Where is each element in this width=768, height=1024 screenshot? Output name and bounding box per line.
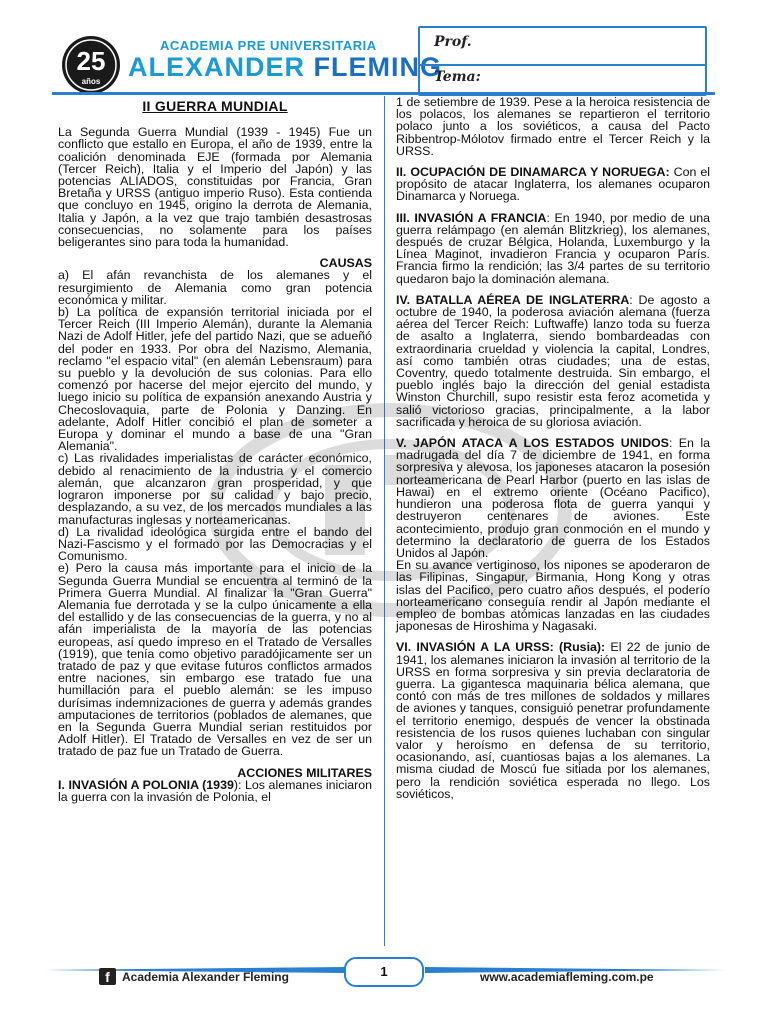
- page-title: II GUERRA MUNDIAL: [142, 98, 288, 114]
- inglaterra-paragraph: [396, 294, 710, 428]
- badge-number: 25: [76, 46, 106, 76]
- brand-part-1: ALEXANDER: [128, 52, 306, 82]
- invasion-polonia-paragraph: [58, 779, 372, 803]
- invasion-polonia-text: ): Los alemanes iniciaron la guerra con la invasión de Polonia, el: [58, 777, 372, 804]
- francia-text: : En 1940, por medio de una guerra relámpago (en alemán Blitzkrieg), los alemanes, después de cruzar Bélgica, Holanda, Luxemburgo y la Línea Maginot, invadieron Francia y ocuparon París. Francia firmo la rendición; las 3/4 partes de su territorio quedaron bajo la dominación alemana.: [396, 210, 711, 286]
- prof-label: Prof.: [434, 34, 472, 50]
- academy-subtitle: ACADEMIA PRE UNIVERSITARIA: [160, 38, 377, 53]
- prof-field: [418, 26, 707, 66]
- francia-paragraph: [396, 212, 710, 285]
- urss-heading: VI. INVASIÓN A LA URSS: (Rusia):: [396, 640, 606, 655]
- japon-heading: V. JAPÓN ATACA A LOS ESTADOS UNIDOS: [396, 436, 669, 451]
- urss-text: El 22 de junio de 1941, los alemanes iniciaron la invasión al territorio de la URSS en forma sorpresiva y sin previa declaratoria de guerra. La gigantesca maquinaria bélica alemana, que contó con más de tres millones de soldados y millares de aviones y tanques, consiguió penetrar profundamente el territorio enemigo, después de vencer la obstinada resistencia de los rusos quienes luchaban con singular valor y heroísmo en defensa de su territorio, ocasionando, así, cuantiosas bajas a los alemanes. La misma ciudad de Moscú fue sitiada por los alemanes, pero la rendición soviética esperada no llego. Los soviéticos,: [396, 640, 710, 801]
- urss-paragraph: [396, 641, 710, 800]
- acciones-heading: ACCIONES MILITARES: [237, 765, 372, 780]
- tema-label: Tema:: [434, 69, 481, 85]
- japon-paragraph-2: En su avance vertiginoso, los nipones se apoderaron de las Filipinas, Singapur, Birmania, Hong Kong y otras islas del Pacifico, pero cuatro años después, el poderío norteamericano conseguía rendir al Japón mediante el empleo de bombas atómicas lanzadas en las ciudades japonesas de Hiroshima y Nagasaki.: [396, 558, 710, 634]
- japon-paragraph: [396, 437, 710, 559]
- francia-heading: III. INVASIÓN A FRANCIA: [396, 210, 547, 225]
- left-column: [58, 100, 372, 803]
- causas-heading: CAUSAS: [319, 256, 372, 271]
- right-column: [396, 96, 710, 800]
- invasion-polonia-heading: I. INVASIÓN A POLONIA (1939: [58, 777, 234, 792]
- anniversary-badge-logo: [60, 34, 122, 96]
- brand-name: [128, 52, 442, 83]
- dinamarca-heading: II. OCUPACIÓN DE DINAMARCA Y NORUEGA:: [396, 165, 670, 180]
- badge-caption: años: [81, 77, 101, 86]
- japon-text: : En la madrugada del día 7 de diciembre de 1941, en forma sorpresiva y alevosa, los japoneses atacaron la posesión norteamericana de Pearl Harbor (puerto en las islas de Hawai) en el extremo oriente (Océano Pacifico), hundieron una poderosa flota de guerra yanqui y destruyeron centenares de aviones. Este acontecimiento, produjo gran conmoción en el mundo y determino la declaratorio de guerra de los Estados Unidos al Japón.: [396, 436, 710, 560]
- facebook-page-name: Academia Alexander Fleming: [122, 970, 289, 984]
- causa-c: c) Las rivalidades imperialistas de carácter económico, debido al renacimiento de la industria y el comercio alemán, que alcanzaron gran prosperidad, y que lograron imponerse por su calidad y bajo precio, desplazando, a su vez, de los mercados mundiales a las manufacturas inglesas y norteamericanas.: [58, 451, 372, 527]
- website-url: www.academiafleming.com.pe: [480, 970, 654, 984]
- dinamarca-paragraph: [396, 166, 710, 203]
- brand-part-2: FLEMING: [313, 52, 443, 82]
- causa-a: a) El afán revanchista de los alemanes y el resurgimiento de Alemania como gran potencia económica y militar.: [58, 268, 372, 307]
- page-number: 1: [344, 957, 424, 987]
- inglaterra-heading: IV. BATALLA AÉREA DE INGLATERRA: [396, 292, 630, 307]
- polonia-continuation: 1 de setiembre de 1939. Pese a la heroica resistencia de los polacos, los alemanes se repartieron el territorio polaco junto a los soviéticos, a causa del Pacto Ribbentrop-Mólotov firmado entre el Tercer Reich y la URSS.: [396, 95, 710, 158]
- causa-e: e) Pero la causa más importante para el inicio de la Segunda Guerra Mundial se encuentra al terminó de la Primera Guerra Mundial. Al finalizar la "Gran Guerra" Alemania fue derrotada y se la culpo únicamente a ella del estallido y de las consecuencias de la guerra, y no al afán imperialista de la mayoría de las potencias europeas, así quedo impreso en el Tratado de Versalles (1919), que tenía como objetivo paradójicamente ser un tratado de paz y que evitase futuros conflictos armados entre naciones, sin embargo ese tratado fue una humillación para el pueblo alemán: se les impuso durísimas indemnizaciones de guerra y además grandes amputaciones de territorios (poblados de alemanes, que en la Segunda Guerra Mundial serian restituidos por Adolf Hitler). El Tratado de Versalles en vez de ser un tratado de paz fue un Tratado de Guerra.: [58, 561, 372, 759]
- intro-paragraph: La Segunda Guerra Mundial (1939 - 1945) Fue un conflicto que estallo en Europa, el año de 1939, entre la coalición denominada EJE (formada por Alemania (Tercer Reich), Italia y el Imperio del Japón) y las potencias ALIADOS, constituidas por Francia, Gran Bretaña y URSS (antiguo imperio Ruso). Esta contienda que concluyo en 1945, origino la derrota de Alemania, Italia y Japón, a la vez que trajo también desastrosas consecuencias, no solamente para los países beligerantes sino para toda la humanidad.: [58, 125, 372, 250]
- dinamarca-text: Con el propósito de atacar Inglaterra, los alemanes ocuparon Dinamarca y Noruega.: [396, 165, 710, 204]
- inglaterra-text: : De agosto a octubre de 1940, la poderosa aviación alemana (fuerza aérea del Tercer Reich: Luftwaffe) lanzo toda su fuerza de asalto a Inglaterra, siendo bombardeadas con extraordinaria crueldad y violencia la capital, Londres, así como también otras ciudades; una de estas, Coventry, quedo totalmente destruida. Sin embargo, el pueblo inglés bajo la dirección del genial estadista Winston Churchill, supo resistir esta feroz acometida y salió victorioso gracias, principalmente, a la labor sacrificada y heroica de su gloriosa aviación.: [396, 292, 711, 429]
- facebook-icon: f: [99, 968, 116, 985]
- causa-b: b) La política de expansión territorial iniciada por el Tercer Reich (III Imperio Alemán), durante la Alemania Nazi de Adolf Hitler, jefe del partido Nazi, que se adueñó del poder en 1933. Por obra del Nazismo, Alemania, reclamo "el espacio vital" (en alemán Lebensraum) para su pueblo y la devolución de sus colonias. Para ello comenzó por hacerse del mejor ejercito del mundo, y luego inicio su política de expansión anexando Austria y Checoslovaquia, parte de Polonia y Danzing. En adelante, Adolf Hitler concibió el plan de someter a Europa y dominar el mundo a base de una "Gran Alemania".: [58, 305, 372, 454]
- causa-d: d) La rivalidad ideológica surgida entre el bando del Nazi-Fascismo y el formado por las Democracias y el Comunismo.: [58, 524, 372, 564]
